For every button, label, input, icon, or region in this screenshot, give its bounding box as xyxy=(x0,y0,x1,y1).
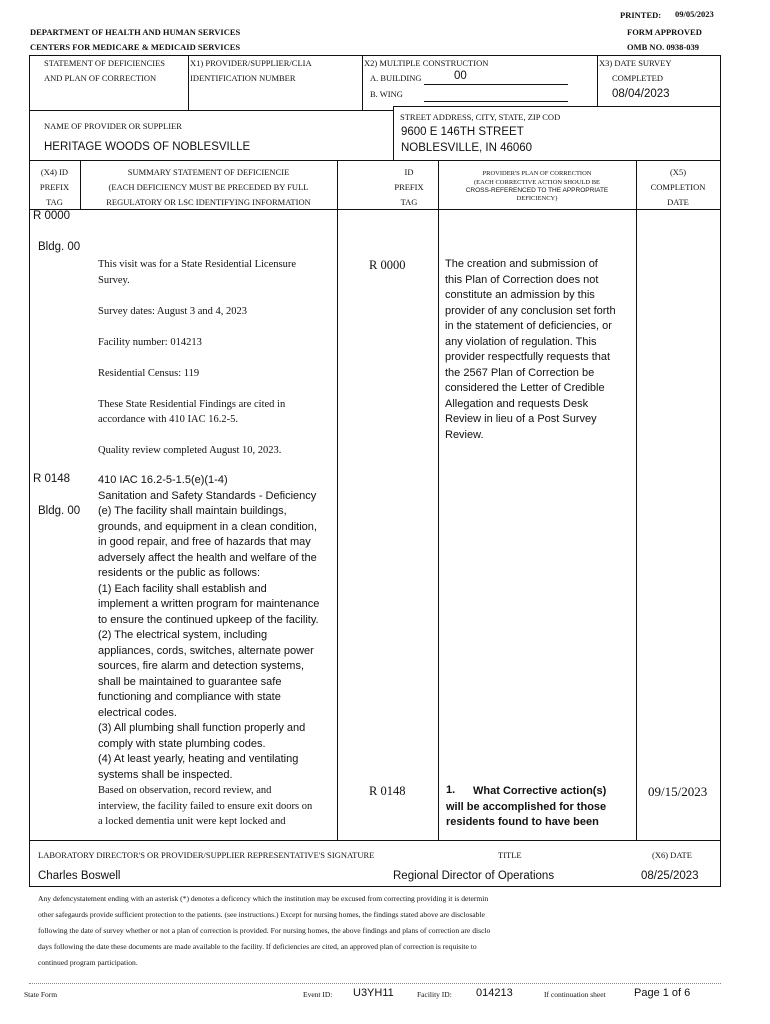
x1-label-2: IDENTIFICATION NUMBER xyxy=(190,73,296,83)
r0000-plan-line: the 2567 Plan of Correction be xyxy=(445,366,595,379)
printed-label: PRINTED: xyxy=(620,10,662,20)
r0148-building: Bldg. 00 xyxy=(38,505,81,517)
disclaimer xyxy=(38,891,490,971)
disclaimer-line: Any defencystatement ending with an asterisk (*) denotes a deficency which the institution may be excused from correcting providing it is determin xyxy=(38,894,489,903)
r0148-regulation-line: adversely affect the health and welfare of the xyxy=(98,551,317,564)
r0000-summary-line: Survey dates: August 3 and 4, 2023 xyxy=(98,305,248,317)
signature-date: 08/25/2023 xyxy=(641,870,699,882)
printed-date: 09/05/2023 xyxy=(675,9,714,19)
facility-id-value: 014213 xyxy=(476,987,513,999)
facility-id-label: Facility ID: xyxy=(417,990,452,999)
r0148-completion-date: 09/15/2023 xyxy=(648,784,708,799)
plan-header-1: PROVIDER'S PLAN OF CORRECTION xyxy=(482,170,592,177)
r0148-finding-line: interview, the facility failed to ensure exit doors on xyxy=(98,800,313,812)
r0148-finding-line: a locked dementia unit were kept locked and xyxy=(98,816,286,827)
r0000-plan-line: Allegation and requests Desk xyxy=(445,397,589,410)
continuation-label: If continuation sheet xyxy=(544,990,606,999)
r0000-summary-line: Facility number: 014213 xyxy=(98,336,202,348)
disclaimer-line: following the date of survey whether or not a plan of correction is provided. For nursing homes, the above findings and plans of correction are disclo xyxy=(38,926,491,935)
r0148-plan-number: 1. xyxy=(446,784,456,796)
r0000-id-tag: R 0000 xyxy=(369,258,406,272)
form-top-border xyxy=(29,55,721,56)
plan-header-2: (EACH CORRECTIVE ACTION SHOULD BE xyxy=(473,179,601,186)
r0148-regulation-line: to ensure the continued upkeep of the facility. xyxy=(98,613,319,626)
divider-x1 xyxy=(188,55,189,110)
r0148-regulation-line: appliances, cords, switches, alternate power xyxy=(98,644,314,657)
r0000-tag: R 0000 xyxy=(33,210,71,222)
r0000-plan-line: any violation of regulation. This xyxy=(445,335,597,348)
r0148-regulation-line: (e) The facility shall maintain buildings, xyxy=(98,505,287,517)
r0148-regulation-line: Sanitation and Safety Standards - Deficiency xyxy=(98,489,317,502)
r0148-regulation-line: electrical codes. xyxy=(98,706,177,719)
r0148-regulation-line: (2) The electrical system, including xyxy=(98,629,268,641)
form-left-border xyxy=(29,55,30,886)
statement-label-2: AND PLAN OF CORRECTION xyxy=(44,73,157,83)
id-header-2: PREFIX xyxy=(394,182,424,192)
centers-name: CENTERS FOR MEDICARE & MEDICAID SERVICES xyxy=(30,42,241,52)
divider-plan xyxy=(636,160,637,840)
r0000-summary-line: Residential Census: 119 xyxy=(98,367,200,379)
r0000-summary-line xyxy=(98,428,296,444)
title-label: TITLE xyxy=(498,850,522,860)
r0000-summary-line xyxy=(98,288,296,304)
plan-header-3: CROSS-REFERENCED TO THE APPROPRIATE xyxy=(465,187,609,194)
r0000-plan-line: in the statement of deficiencies, or xyxy=(445,320,612,332)
r0148-regulation-text xyxy=(98,473,319,783)
column-header-bottom xyxy=(29,209,721,210)
signer-name: Charles Boswell xyxy=(38,870,121,882)
id-row-bottom-left xyxy=(29,110,393,111)
x4-header-1: (X4) ID xyxy=(40,167,69,177)
building-value: 00 xyxy=(454,70,467,82)
r0000-plan xyxy=(445,257,616,443)
summary-header-1: SUMMARY STATEMENT OF DEFICIENCIE xyxy=(127,167,290,177)
r0148-plan-line: will be accomplished for those xyxy=(446,800,607,813)
x4-header-3: TAG xyxy=(46,197,63,207)
r0148-regulation-line: residents or the public as follows: xyxy=(98,567,261,579)
r0148-regulation-line: shall be maintained to guarantee safe xyxy=(98,675,282,688)
id-header-3: TAG xyxy=(400,197,418,207)
r0000-plan-line: this Plan of Correction does not xyxy=(445,273,599,286)
state-form-label: State Form xyxy=(24,990,58,999)
r0148-regulation-line: (1) Each facility shall establish and xyxy=(98,582,267,595)
footer-divider xyxy=(29,983,721,984)
x4-header-2: PREFIX xyxy=(39,182,70,192)
r0148-regulation-line: grounds, and equipment in a clean condition, xyxy=(98,520,317,533)
divider-x2 xyxy=(362,55,363,110)
r0148-regulation-line: sources, fire alarm and detection systems, xyxy=(98,660,305,672)
x1-label-1: X1) PROVIDER/SUPPLIER/CLIA xyxy=(190,58,312,68)
r0000-summary-line xyxy=(98,381,296,397)
provider-row-bottom xyxy=(29,160,721,161)
r0000-summary-line xyxy=(98,350,296,366)
r0000-summary-line: accordance with 410 IAC 16.2-5. xyxy=(98,414,238,425)
wing-underline xyxy=(424,101,568,102)
r0000-plan-line: The creation and submission of xyxy=(445,258,598,270)
statement-label-1: STATEMENT OF DEFICIENCIES xyxy=(44,58,166,68)
r0000-summary-line: This visit was for a State Residential Licensure xyxy=(98,259,296,270)
department-name: DEPARTMENT OF HEALTH AND HUMAN SERVICES xyxy=(30,27,241,37)
disclaimer-line: days following the date these documents are made available to the facility. If deficiencies are cited, an approved plan of correction is requisite to xyxy=(38,942,477,951)
id-row-bottom-right xyxy=(393,106,721,107)
event-id-label: Event ID: xyxy=(303,990,333,999)
disclaimer-line: continued program participation. xyxy=(38,958,138,967)
building-underline xyxy=(424,84,568,85)
r0000-summary-line: Survey. xyxy=(98,274,130,286)
r0148-regulation-line: functioning and compliance with state xyxy=(98,691,281,703)
signature-label: LABORATORY DIRECTOR'S OR PROVIDER/SUPPLIER REPRESENTATIVE'S SIGNATURE xyxy=(38,850,375,860)
signature-row-bottom xyxy=(29,886,721,887)
x3-label-1: X3) DATE SURVEY xyxy=(599,58,672,68)
r0148-regulation-line: systems shall be inspected. xyxy=(98,768,233,781)
r0148-regulation-line: (4) At least yearly, heating and ventilating xyxy=(98,753,299,765)
divider-x3 xyxy=(597,55,598,106)
r0148-regulation-line: (3) All plumbing shall function properly and xyxy=(98,722,306,734)
signature-date-label: (X6) DATE xyxy=(652,850,692,860)
r0148-regulation-line: in good repair, and free of hazards that may xyxy=(98,536,311,548)
page-number: Page 1 of 6 xyxy=(634,987,691,999)
r0000-plan-line: Review. xyxy=(445,428,484,441)
r0148-id-tag: R 0148 xyxy=(369,784,406,798)
r0000-plan-line: constitute an admission by this xyxy=(445,289,595,301)
r0148-tag: R 0148 xyxy=(33,473,71,485)
plan-header-4: DEFICIENCY) xyxy=(516,195,558,202)
r0148-plan xyxy=(446,784,606,831)
form-right-border xyxy=(720,55,721,886)
r0148-plan-line: residents found to have been xyxy=(446,816,599,828)
r0148-regulation-line: comply with state plumbing codes. xyxy=(98,737,266,750)
survey-completed-date: 08/04/2023 xyxy=(612,88,670,100)
omb-number: OMB NO. 0938-039 xyxy=(627,42,700,52)
r0000-summary xyxy=(98,257,296,459)
x5-header-2: COMPLETION xyxy=(650,182,706,192)
address-label: STREET ADDRESS, CITY, STATE, ZIP COD xyxy=(400,112,561,122)
signer-title: Regional Director of Operations xyxy=(393,870,555,882)
x2-label: X2) MULTIPLE CONSTRUCTION xyxy=(364,58,489,68)
r0000-plan-line: Review in lieu of a Post Survey xyxy=(445,413,597,425)
x5-header-3: DATE xyxy=(667,197,689,207)
r0000-plan-line: provider respectfully requests that xyxy=(445,351,611,363)
provider-name-value: HERITAGE WOODS OF NOBLESVILLE xyxy=(44,141,251,153)
r0000-plan-line: provider of any conclusion set forth xyxy=(445,304,616,317)
building-label: A. BUILDING xyxy=(370,73,422,83)
x3-label-2: COMPLETED xyxy=(612,73,663,83)
provider-name-label: NAME OF PROVIDER OR SUPPLIER xyxy=(44,121,182,131)
r0000-summary-line xyxy=(98,319,296,335)
wing-label: B. WING xyxy=(370,89,403,99)
r0148-finding-text xyxy=(98,783,312,830)
summary-header-3: REGULATORY OR LSC IDENTIFYING INFORMATION xyxy=(106,197,311,207)
event-id-value: U3YH11 xyxy=(353,987,394,999)
id-header-1: ID xyxy=(404,167,414,177)
r0148-finding-line: Based on observation, record review, and xyxy=(98,785,272,796)
divider-id xyxy=(438,160,439,840)
r0148-regulation-line: implement a written program for maintenance xyxy=(98,598,320,610)
disclaimer-line: other safegaurds provide sufficient protection to the patients. (see instructions.) Except for nursing homes, the findings stated above are disclosable xyxy=(38,910,485,919)
divider-provider xyxy=(393,106,394,160)
r0148-plan-line: What Corrective action(s) xyxy=(473,785,607,797)
r0000-summary-line: These State Residential Findings are cited in xyxy=(98,398,286,410)
r0148-regulation-line: 410 IAC 16.2-5-1.5(e)(1-4) xyxy=(98,474,228,486)
address-line-2: NOBLESVILLE, IN 46060 xyxy=(401,142,533,154)
r0000-summary-line: Quality review completed August 10, 2023. xyxy=(98,445,282,456)
divider-summary xyxy=(337,160,338,840)
r0000-building: Bldg. 00 xyxy=(38,241,81,253)
summary-header-2: (EACH DEFICIENCY MUST BE PRECEDED BY FULL xyxy=(108,182,309,192)
form-approved: FORM APPROVED xyxy=(627,27,702,37)
x5-header-1: (X5) xyxy=(669,167,687,177)
table-bottom xyxy=(29,840,721,841)
address-line-1: 9600 E 146TH STREET xyxy=(401,126,524,138)
r0000-plan-line: considered the Letter of Credible xyxy=(445,382,605,394)
